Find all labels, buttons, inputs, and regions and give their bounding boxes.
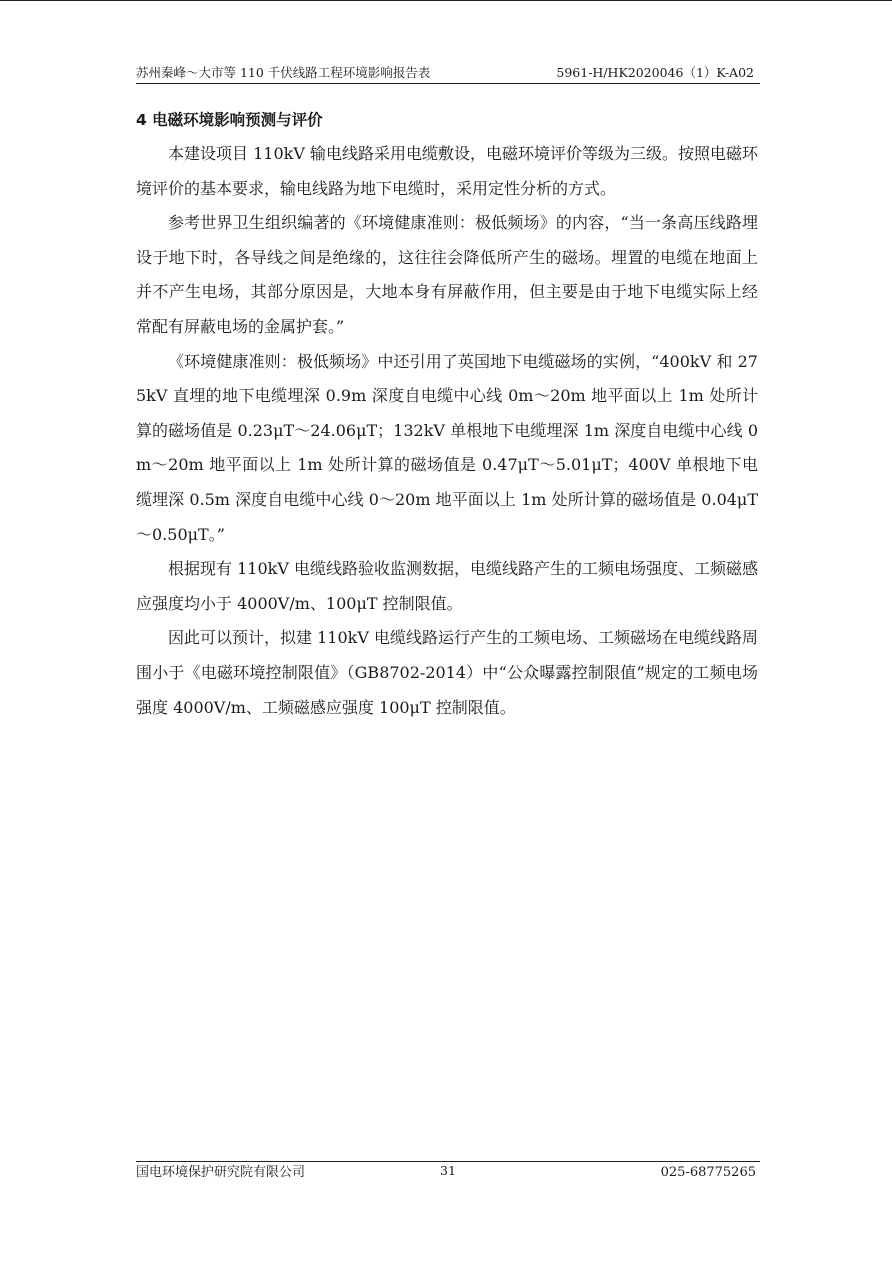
footer-phone: 025-68775265 — [660, 1165, 756, 1180]
paragraph-4: 根据现有 110kV 电缆线路验收监测数据，电缆线路产生的工频电场强度、工频磁感应强度均小于 4000V/m、100μT 控制限值。 — [136, 559, 758, 613]
header-document-code: 5961-H/HK2020046（1）K-A02 — [556, 65, 754, 80]
header-divider — [136, 83, 760, 84]
main-content — [136, 103, 758, 725]
page-footer — [136, 1163, 760, 1183]
footer-organization: 国电环境保护研究院有限公司 — [136, 1165, 306, 1180]
paragraph-1: 本建设项目 110kV 输电线路采用电缆敷设，电磁环境评价等级为三级。按照电磁环境评价的基本要求，输电线路为地下电缆时，采用定性分析的方式。 — [136, 144, 758, 198]
header-report-title: 苏州秦峰～大市等 110 千伏线路工程环境影响报告表 — [136, 65, 431, 80]
paragraph-3: 《环境健康准则：极低频场》中还引用了英国地下电缆磁场的实例，“400kV 和 275kV 直埋的地下电缆埋深 0.9m 深度自电缆中心线 0m～20m 地平面以上 1m 处所计算的磁场值是 0.23μT～24.06μT；132kV 单根地下电缆埋深 1m 深度自电缆中心线 0m～20m 地平面以上 1m 处所计算的磁场值是 0.47μT～5.01μT；400V 单根地下电缆埋深 0.5m 深度自电缆中心线 0～20m 地平面以上 1m 处所计算的磁场值是 0.04μT～0.50μT。” — [136, 351, 758, 544]
paragraph-5: 因此可以预计，拟建 110kV 电缆线路运行产生的工频电场、工频磁场在电缆线路周围小于《电磁环境控制限值》（GB8702-2014）中“公众曝露控制限值”规定的工频电场强度 4000V/m、工频磁感应强度 100μT 控制限值。 — [136, 628, 758, 717]
page-number: 31 — [440, 1163, 456, 1178]
paragraph-2: 参考世界卫生组织编著的《环境健康准则：极低频场》的内容，“当一条高压线路埋设于地下时，各导线之间是绝缘的，这往往会降低所产生的磁场。埋置的电缆在地面上并不产生电场，其部分原因是，大地本身有屏蔽作用，但主要是由于地下电缆实际上经常配有屏蔽电场的金属护套。” — [136, 213, 758, 336]
page-header — [136, 64, 760, 82]
section-title: 4 电磁环境影响预测与评价 — [136, 111, 323, 129]
